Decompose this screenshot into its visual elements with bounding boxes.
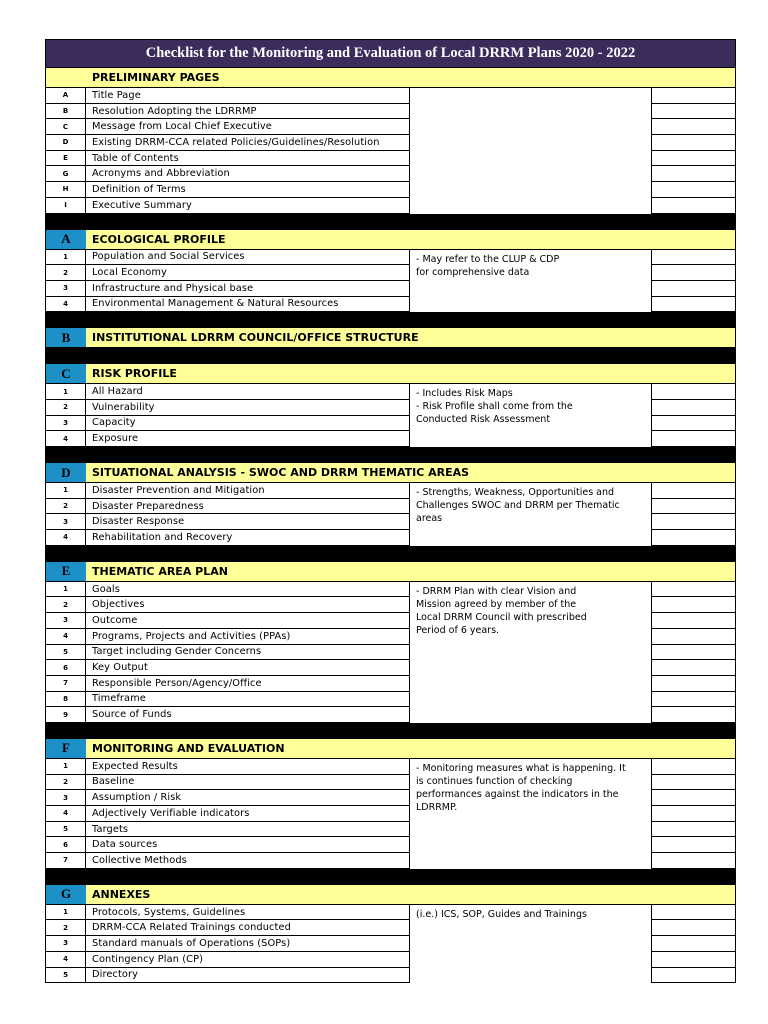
item-label: Data sources (86, 837, 409, 853)
check-cell[interactable] (652, 660, 735, 676)
check-cell[interactable] (652, 905, 735, 921)
document-title: Checklist for the Monitoring and Evaluation of Local DRRM Plans 2020 - 2022 (45, 39, 736, 68)
section-divider (45, 447, 736, 463)
check-cell[interactable] (652, 151, 735, 167)
item-label: Capacity (86, 416, 409, 432)
check-cell[interactable] (652, 483, 735, 499)
check-cell[interactable] (652, 582, 735, 598)
item-label: Message from Local Chief Executive (86, 119, 409, 135)
check-column (652, 384, 735, 447)
section-divider (45, 869, 736, 885)
section-title: RISK PROFILE (86, 364, 735, 383)
item-number: 7 (46, 853, 86, 869)
checklist-section (45, 463, 736, 562)
section-body (45, 384, 736, 447)
section-title: THEMATIC AREA PLAN (86, 562, 735, 581)
check-cell[interactable] (652, 265, 735, 281)
section-remarks: - DRRM Plan with clear Vision and Mission agreed by member of the Local DRRM Council with prescribed Period of 6 years. (409, 582, 652, 723)
checklist-section (45, 739, 736, 885)
section-title: ECOLOGICAL PROFILE (86, 230, 735, 249)
item-label-column (86, 483, 409, 546)
check-cell[interactable] (652, 822, 735, 838)
item-label: Exposure (86, 431, 409, 447)
item-label: Population and Social Services (86, 250, 409, 266)
checklist-sheet (45, 39, 736, 983)
item-label: Disaster Response (86, 514, 409, 530)
section-remarks: (i.e.) ICS, SOP, Guides and Trainings (409, 905, 652, 983)
check-cell[interactable] (652, 530, 735, 546)
check-cell[interactable] (652, 676, 735, 692)
item-number: 4 (46, 431, 86, 447)
item-label: Local Economy (86, 265, 409, 281)
item-number: 3 (46, 514, 86, 530)
section-header (45, 885, 736, 905)
item-number: C (46, 119, 86, 135)
check-cell[interactable] (652, 837, 735, 853)
section-header (45, 463, 736, 483)
section-body (45, 582, 736, 723)
section-header (45, 562, 736, 582)
item-label: Contingency Plan (CP) (86, 952, 409, 968)
item-number: 1 (46, 582, 86, 598)
item-label: Objectives (86, 597, 409, 613)
section-divider (45, 546, 736, 562)
item-number: 5 (46, 822, 86, 838)
item-number: 4 (46, 297, 86, 313)
item-label: Acronyms and Abbreviation (86, 166, 409, 182)
check-cell[interactable] (652, 297, 735, 313)
item-number: 1 (46, 384, 86, 400)
item-number-column (46, 582, 86, 723)
item-label: Timeframe (86, 692, 409, 708)
check-cell[interactable] (652, 104, 735, 120)
item-label-column (86, 88, 409, 214)
section-title: SITUATIONAL ANALYSIS - SWOC AND DRRM THEMATIC AREAS (86, 463, 735, 482)
item-label: Table of Contents (86, 151, 409, 167)
check-cell[interactable] (652, 692, 735, 708)
checklist-section (45, 230, 736, 329)
item-label: Resolution Adopting the LDRRMP (86, 104, 409, 120)
item-number: 2 (46, 499, 86, 515)
item-label: Outcome (86, 613, 409, 629)
section-remarks: - Includes Risk Maps - Risk Profile shall come from the Conducted Risk Assessment (409, 384, 652, 447)
check-cell[interactable] (652, 775, 735, 791)
item-number: I (46, 198, 86, 214)
check-cell[interactable] (652, 182, 735, 198)
item-number: D (46, 135, 86, 151)
section-title: PRELIMINARY PAGES (86, 68, 735, 87)
section-remarks: - Strengths, Weakness, Opportunities and Challenges SWOC and DRRM per Thematic areas (409, 483, 652, 546)
check-cell[interactable] (652, 853, 735, 869)
item-number: 8 (46, 692, 86, 708)
section-letter (46, 68, 86, 87)
section-title: ANNEXES (86, 885, 735, 904)
item-number: 2 (46, 400, 86, 416)
item-number: 2 (46, 265, 86, 281)
check-cell[interactable] (652, 920, 735, 936)
check-cell[interactable] (652, 514, 735, 530)
check-cell[interactable] (652, 968, 735, 984)
item-label-column (86, 759, 409, 869)
checklist-section (45, 364, 736, 463)
section-remarks (409, 88, 652, 214)
item-label: Environmental Management & Natural Resources (86, 297, 409, 313)
section-letter: B (46, 328, 86, 347)
item-number: 1 (46, 483, 86, 499)
item-number: 1 (46, 250, 86, 266)
item-label: Collective Methods (86, 853, 409, 869)
check-column (652, 759, 735, 869)
item-label: Directory (86, 968, 409, 984)
item-number-column (46, 759, 86, 869)
item-number: 4 (46, 952, 86, 968)
item-number: 6 (46, 837, 86, 853)
item-number-column (46, 88, 86, 214)
check-cell[interactable] (652, 629, 735, 645)
section-header (45, 328, 736, 348)
item-label: Title Page (86, 88, 409, 104)
check-cell[interactable] (652, 790, 735, 806)
item-label: Expected Results (86, 759, 409, 775)
item-label: Targets (86, 822, 409, 838)
item-label: All Hazard (86, 384, 409, 400)
section-header (45, 739, 736, 759)
check-cell[interactable] (652, 759, 735, 775)
item-label-column (86, 250, 409, 313)
section-header (45, 68, 736, 88)
check-cell[interactable] (652, 198, 735, 214)
section-header (45, 230, 736, 250)
item-number: 4 (46, 806, 86, 822)
section-divider (45, 723, 736, 739)
item-number: A (46, 88, 86, 104)
check-cell[interactable] (652, 250, 735, 266)
check-cell[interactable] (652, 645, 735, 661)
item-number: 2 (46, 920, 86, 936)
item-number-column (46, 905, 86, 983)
item-number: 3 (46, 281, 86, 297)
item-number: 1 (46, 759, 86, 775)
item-number: 9 (46, 707, 86, 723)
checklist-section (45, 885, 736, 983)
item-label: Disaster Preparedness (86, 499, 409, 515)
item-label: Adjectively Verifiable indicators (86, 806, 409, 822)
checklist-section (45, 562, 736, 739)
item-label: Existing DRRM-CCA related Policies/Guidelines/Resolution (86, 135, 409, 151)
section-letter: F (46, 739, 86, 758)
item-number: 2 (46, 597, 86, 613)
section-remarks: - May refer to the CLUP & CDP for comprehensive data (409, 250, 652, 313)
section-divider (45, 214, 736, 230)
section-body (45, 483, 736, 546)
item-label: Key Output (86, 660, 409, 676)
check-cell[interactable] (652, 281, 735, 297)
item-label: Vulnerability (86, 400, 409, 416)
item-number: G (46, 166, 86, 182)
check-cell[interactable] (652, 119, 735, 135)
item-number: 3 (46, 936, 86, 952)
checklist-section (45, 328, 736, 364)
item-label-column (86, 582, 409, 723)
section-letter: D (46, 463, 86, 482)
item-label: Definition of Terms (86, 182, 409, 198)
item-label: Goals (86, 582, 409, 598)
item-number: 1 (46, 905, 86, 921)
section-letter: E (46, 562, 86, 581)
section-divider (45, 348, 736, 364)
section-title: INSTITUTIONAL LDRRM COUNCIL/OFFICE STRUCTURE (86, 328, 735, 347)
check-cell[interactable] (652, 707, 735, 723)
item-number: 4 (46, 629, 86, 645)
check-column (652, 250, 735, 313)
check-cell[interactable] (652, 166, 735, 182)
check-cell[interactable] (652, 400, 735, 416)
item-label: DRRM-CCA Related Trainings conducted (86, 920, 409, 936)
item-number: 3 (46, 790, 86, 806)
check-column (652, 483, 735, 546)
item-number: 3 (46, 416, 86, 432)
item-label-column (86, 384, 409, 447)
section-title: MONITORING AND EVALUATION (86, 739, 735, 758)
sections-container (45, 68, 736, 983)
section-letter: C (46, 364, 86, 383)
item-number: 5 (46, 645, 86, 661)
item-label: Baseline (86, 775, 409, 791)
item-number: 6 (46, 660, 86, 676)
item-number: 2 (46, 775, 86, 791)
item-label-column (86, 905, 409, 983)
item-number: 4 (46, 530, 86, 546)
item-label: Infrastructure and Physical base (86, 281, 409, 297)
check-column (652, 905, 735, 983)
item-number: H (46, 182, 86, 198)
item-number-column (46, 384, 86, 447)
item-label: Disaster Prevention and Mitigation (86, 483, 409, 499)
item-number: 3 (46, 613, 86, 629)
check-cell[interactable] (652, 384, 735, 400)
checklist-section (45, 68, 736, 230)
check-cell[interactable] (652, 806, 735, 822)
section-letter: A (46, 230, 86, 249)
item-number-column (46, 483, 86, 546)
item-label: Source of Funds (86, 707, 409, 723)
item-label: Assumption / Risk (86, 790, 409, 806)
item-label: Standard manuals of Operations (SOPs) (86, 936, 409, 952)
item-number: 5 (46, 968, 86, 984)
check-cell[interactable] (652, 135, 735, 151)
check-column (652, 582, 735, 723)
section-remarks: - Monitoring measures what is happening. It is continues function of checking performances against the indicators in the LDRRMP. (409, 759, 652, 869)
check-cell[interactable] (652, 952, 735, 968)
check-cell[interactable] (652, 499, 735, 515)
check-cell[interactable] (652, 597, 735, 613)
item-number: E (46, 151, 86, 167)
item-number: B (46, 104, 86, 120)
check-cell[interactable] (652, 416, 735, 432)
item-label: Executive Summary (86, 198, 409, 214)
check-cell[interactable] (652, 613, 735, 629)
check-column (652, 88, 735, 214)
check-cell[interactable] (652, 936, 735, 952)
item-label: Responsible Person/Agency/Office (86, 676, 409, 692)
section-letter: G (46, 885, 86, 904)
item-label: Rehabilitation and Recovery (86, 530, 409, 546)
item-label: Target including Gender Concerns (86, 645, 409, 661)
section-header (45, 364, 736, 384)
check-cell[interactable] (652, 431, 735, 447)
item-number: 7 (46, 676, 86, 692)
section-body (45, 759, 736, 869)
check-cell[interactable] (652, 88, 735, 104)
item-label: Programs, Projects and Activities (PPAs) (86, 629, 409, 645)
section-body (45, 88, 736, 214)
section-body (45, 905, 736, 983)
item-label: Protocols, Systems, Guidelines (86, 905, 409, 921)
section-divider (45, 312, 736, 328)
section-body (45, 250, 736, 313)
item-number-column (46, 250, 86, 313)
